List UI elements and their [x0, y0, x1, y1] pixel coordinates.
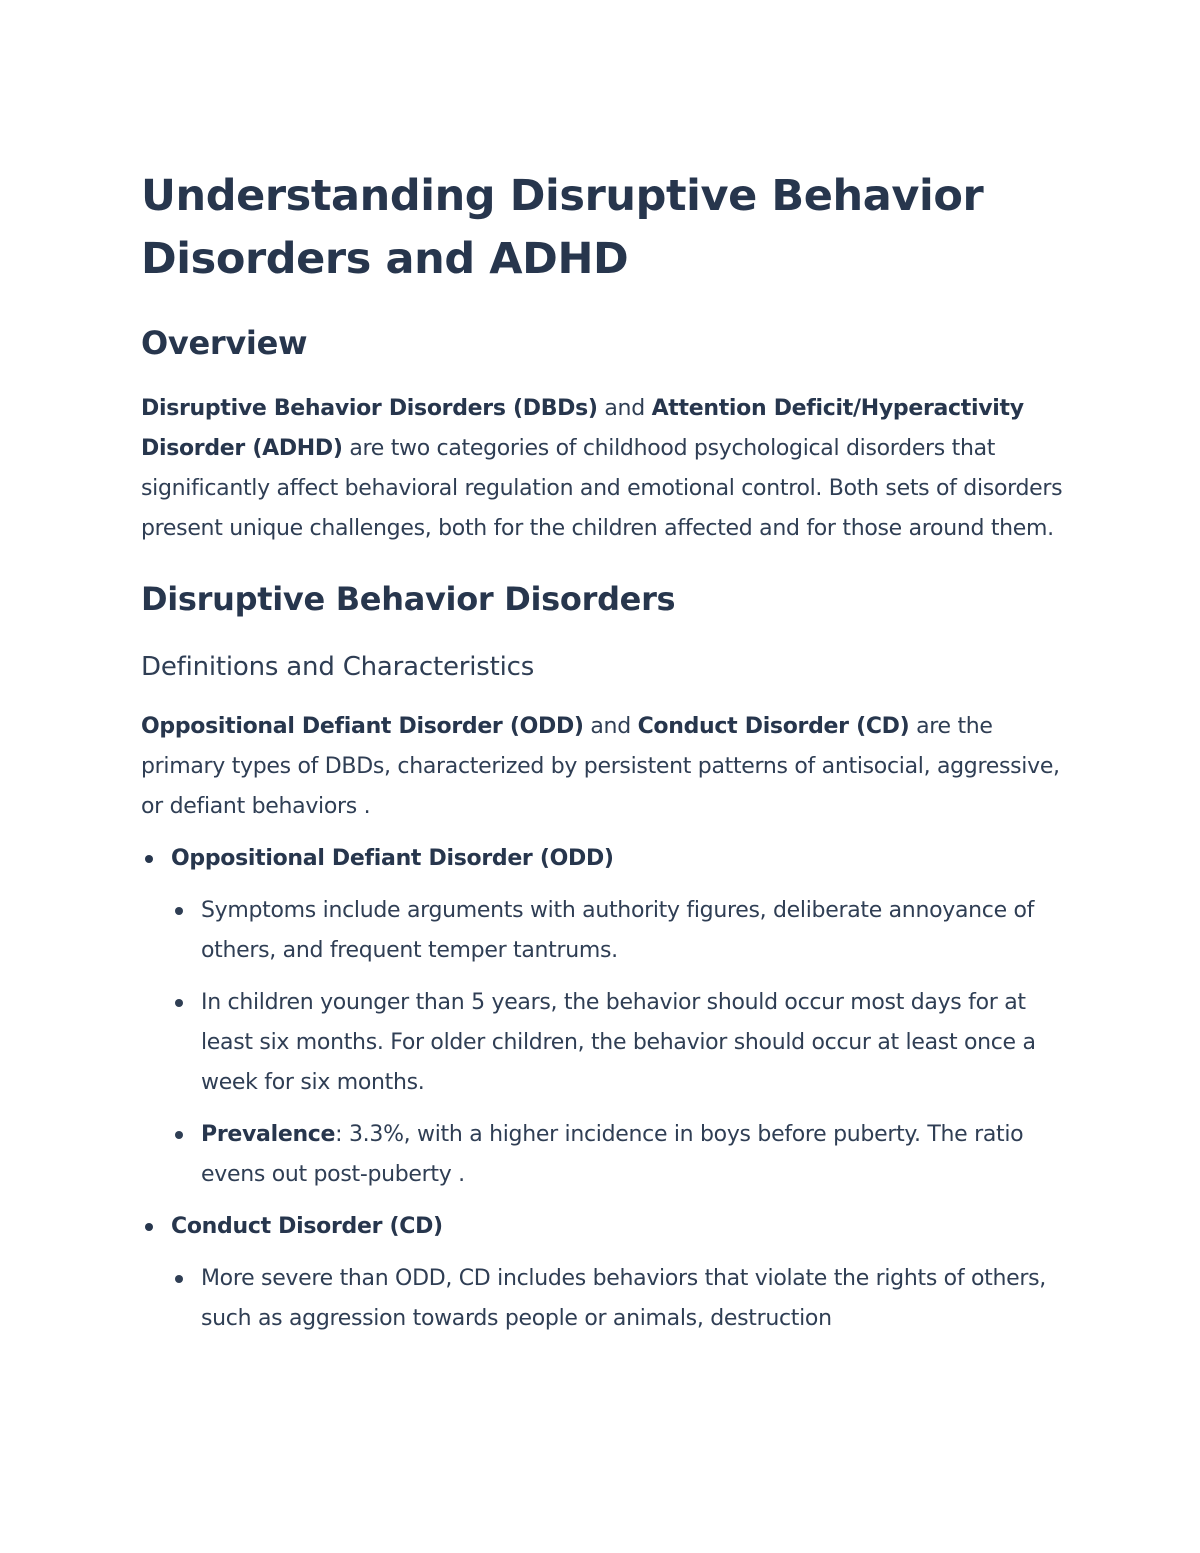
- bullet-icon: [175, 907, 183, 915]
- bullet-icon: [145, 855, 153, 863]
- overview-heading: Overview: [141, 324, 308, 362]
- bullet-icon: [175, 1275, 183, 1283]
- bullet-icon: [175, 999, 183, 1007]
- bullet-icon: [175, 1131, 183, 1139]
- conjunction: and: [583, 714, 638, 739]
- document-page: [141, 165, 1071, 1351]
- dbd-intro-paragraph: [141, 707, 1071, 827]
- dbd-term: Disruptive Behavior Disorders (DBDs): [141, 396, 598, 421]
- adhd-term: Attention Deficit/Hyperactivity Disorder (ADHD): [141, 396, 1024, 461]
- odd-label: Oppositional Defiant Disorder (ODD): [171, 846, 614, 871]
- definitions-subheading: Definitions and Characteristics: [141, 652, 535, 682]
- bullet-icon: [145, 1223, 153, 1231]
- document-title: Understanding Disruptive Behavior Disorders and ADHD: [141, 171, 984, 284]
- prevalence-text: : 3.3%, with a higher incidence in boys before puberty. The ratio evens out post-puberty .: [201, 1122, 1024, 1187]
- odd-details-list: [171, 891, 1071, 1195]
- prevalence-label: Prevalence: [201, 1122, 336, 1147]
- list-item: [171, 1259, 1061, 1339]
- list-item: [171, 1115, 1061, 1195]
- dbd-types-list: [141, 839, 1071, 1339]
- odd-duration-text: In children younger than 5 years, the behavior should occur most days for at least six months. For older children, the behavior should occur at least once a week for six months.: [201, 990, 1036, 1095]
- dbd-heading: Disruptive Behavior Disorders: [141, 580, 676, 618]
- list-item-odd: [141, 839, 1071, 1195]
- list-item-cd: [141, 1207, 1071, 1339]
- odd-term: Oppositional Defiant Disorder (ODD): [141, 714, 584, 739]
- conjunction: and: [597, 396, 652, 421]
- cd-label: Conduct Disorder (CD): [171, 1214, 443, 1239]
- odd-symptoms-text: Symptoms include arguments with authority figures, deliberate annoyance of others, and frequent temper tantrums.: [201, 898, 1035, 963]
- cd-description-text: More severe than ODD, CD includes behaviors that violate the rights of others, such as aggression towards people or animals, destruction: [201, 1266, 1046, 1331]
- overview-text: are two categories of childhood psychological disorders that significantly affect behavioral regulation and emotional control. Both sets of disorders present unique challenges, both for the children affected and for those around them.: [141, 436, 1063, 541]
- cd-details-list: [171, 1259, 1071, 1339]
- dbd-intro-text: are the primary types of DBDs, characterized by persistent patterns of antisocial, aggressive, or defiant behaviors .: [141, 714, 1060, 819]
- list-item: [171, 983, 1061, 1103]
- overview-paragraph: [141, 389, 1071, 549]
- cd-term: Conduct Disorder (CD): [637, 714, 910, 739]
- list-item: [171, 891, 1061, 971]
